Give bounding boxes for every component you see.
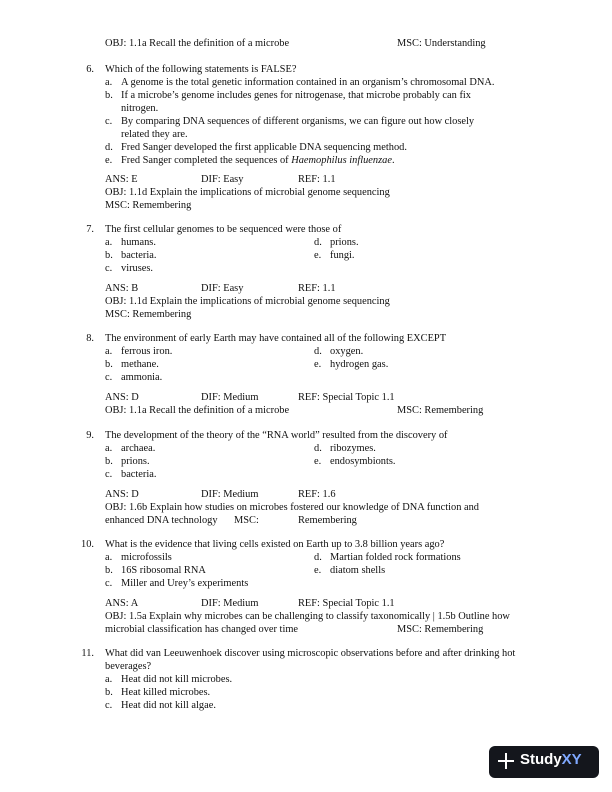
option-e: fungi. — [330, 250, 355, 261]
option-d: oxygen. — [330, 346, 364, 357]
option-letter: b. — [105, 250, 113, 261]
question-number: 6. — [86, 64, 94, 75]
option-c-cont: related they are. — [121, 129, 188, 140]
objective-cont: microbial classification has changed over time — [105, 624, 299, 635]
option-a: A genome is the total genetic information contained in an organism’s chromosomal DNA. — [121, 77, 495, 88]
option-a: humans. — [121, 237, 156, 248]
answer: ANS: D — [105, 489, 139, 500]
option-letter: e. — [314, 456, 322, 467]
option-e: endosymbionts. — [330, 456, 396, 467]
option-letter: c. — [105, 263, 113, 274]
plus-icon — [498, 753, 514, 769]
option-d: Martian folded rock formations — [330, 552, 461, 563]
msc: MSC: Remembering — [105, 200, 192, 211]
difficulty: DIF: Medium — [201, 392, 259, 403]
option-letter: b. — [105, 90, 113, 101]
question-number: 11. — [81, 648, 94, 659]
option-b: prions. — [121, 456, 150, 467]
option-letter: d. — [105, 142, 113, 153]
option-letter: c. — [105, 700, 113, 711]
question-stem: The environment of early Earth may have contained all of the following EXCEPT — [105, 333, 447, 344]
option-letter: b. — [105, 359, 113, 370]
question-stem: Which of the following statements is FALSE? — [105, 64, 297, 75]
studyxy-badge[interactable] — [489, 746, 599, 778]
option-e: diatom shells — [330, 565, 386, 576]
question-number: 7. — [86, 224, 94, 235]
msc-label: MSC: — [234, 515, 259, 526]
option-b: bacteria. — [121, 250, 157, 261]
question-stem: What is the evidence that living cells existed on Earth up to 3.8 billion years ago? — [105, 539, 445, 550]
option-b-cont: nitrogen. — [121, 103, 159, 114]
option-c: ammonia. — [121, 372, 163, 383]
option-letter: e. — [314, 565, 322, 576]
option-letter: c. — [105, 578, 113, 589]
option-letter: a. — [105, 552, 113, 563]
option-letter: c. — [105, 372, 113, 383]
option-c: bacteria. — [121, 469, 157, 480]
reference: REF: Special Topic 1.1 — [298, 598, 395, 609]
difficulty: DIF: Easy — [201, 283, 244, 294]
difficulty: DIF: Medium — [201, 598, 259, 609]
answer: ANS: A — [105, 598, 139, 609]
option-letter: d. — [314, 346, 322, 357]
option-a: Heat did not kill microbes. — [121, 674, 233, 685]
option-letter: b. — [105, 687, 113, 698]
option-letter: a. — [105, 77, 113, 88]
option-d: prions. — [330, 237, 359, 248]
option-b: 16S ribosomal RNA — [121, 565, 206, 576]
option-d: ribozymes. — [330, 443, 376, 454]
msc-value: Remembering — [298, 515, 357, 526]
reference: REF: 1.1 — [298, 283, 336, 294]
question-stem-cont: beverages? — [105, 661, 152, 672]
option-letter: d. — [314, 443, 322, 454]
option-letter: b. — [105, 565, 113, 576]
option-c: By comparing DNA sequences of different organisms, we can figure out how closely — [121, 116, 475, 127]
question-number: 10. — [81, 539, 94, 550]
option-b: methane. — [121, 359, 159, 370]
answer: ANS: E — [105, 174, 138, 185]
difficulty: DIF: Easy — [201, 174, 244, 185]
option-c: Heat did not kill algae. — [121, 700, 216, 711]
msc: MSC: Remembering — [105, 309, 192, 320]
question-stem: What did van Leeuwenhoek discover using microscopic observations before and after drinking hot — [105, 648, 516, 659]
option-letter: c. — [105, 116, 113, 127]
option-b: If a microbe’s genome includes genes for nitrogenase, that microbe probably can fix — [121, 90, 471, 101]
msc-line: MSC: Understanding — [397, 38, 486, 49]
msc: MSC: Remembering — [397, 405, 484, 416]
option-letter: a. — [105, 443, 113, 454]
option-e: Fred Sanger completed the sequences of Haemophilus influenzae. — [121, 155, 395, 166]
option-letter: a. — [105, 237, 113, 248]
difficulty: DIF: Medium — [201, 489, 259, 500]
option-e: hydrogen gas. — [330, 359, 389, 370]
option-c: viruses. — [121, 263, 154, 274]
objective: OBJ: 1.6b Explain how studies on microbes fostered our knowledge of DNA function and — [105, 502, 480, 513]
reference: REF: 1.6 — [298, 489, 336, 500]
answer: ANS: D — [105, 392, 139, 403]
option-a: archaea. — [121, 443, 156, 454]
option-letter: e. — [314, 250, 322, 261]
badge-text: StudyXY — [520, 751, 582, 768]
question-number: 9. — [86, 430, 94, 441]
option-letter: a. — [105, 346, 113, 357]
option-letter: d. — [314, 552, 322, 563]
objective: OBJ: 1.1d Explain the implications of microbial genome sequencing — [105, 187, 390, 198]
obj-line: OBJ: 1.1a Recall the definition of a microbe — [105, 38, 290, 49]
option-letter: a. — [105, 674, 113, 685]
option-a: ferrous iron. — [121, 346, 173, 357]
objective: OBJ: 1.1a Recall the definition of a microbe — [105, 405, 290, 416]
option-b: Heat killed microbes. — [121, 687, 211, 698]
option-c: Miller and Urey’s experiments — [121, 578, 249, 589]
option-letter: e. — [314, 359, 322, 370]
objective: OBJ: 1.1d Explain the implications of microbial genome sequencing — [105, 296, 390, 307]
answer: ANS: B — [105, 283, 139, 294]
question-number: 8. — [86, 333, 94, 344]
option-a: microfossils — [121, 552, 172, 563]
question-stem: The development of the theory of the “RNA world” resulted from the discovery of — [105, 430, 448, 441]
option-d: Fred Sanger developed the first applicable DNA sequencing method. — [121, 142, 407, 153]
option-letter: b. — [105, 456, 113, 467]
option-letter: d. — [314, 237, 322, 248]
option-letter: c. — [105, 469, 113, 480]
msc: MSC: Remembering — [397, 624, 484, 635]
objective: OBJ: 1.5a Explain why microbes can be challenging to classify taxonomically | 1.5b Outline how — [105, 611, 510, 622]
reference: REF: 1.1 — [298, 174, 336, 185]
question-stem: The first cellular genomes to be sequenced were those of — [105, 224, 342, 235]
reference: REF: Special Topic 1.1 — [298, 392, 395, 403]
option-letter: e. — [105, 155, 113, 166]
objective-cont: enhanced DNA technology — [105, 515, 218, 526]
